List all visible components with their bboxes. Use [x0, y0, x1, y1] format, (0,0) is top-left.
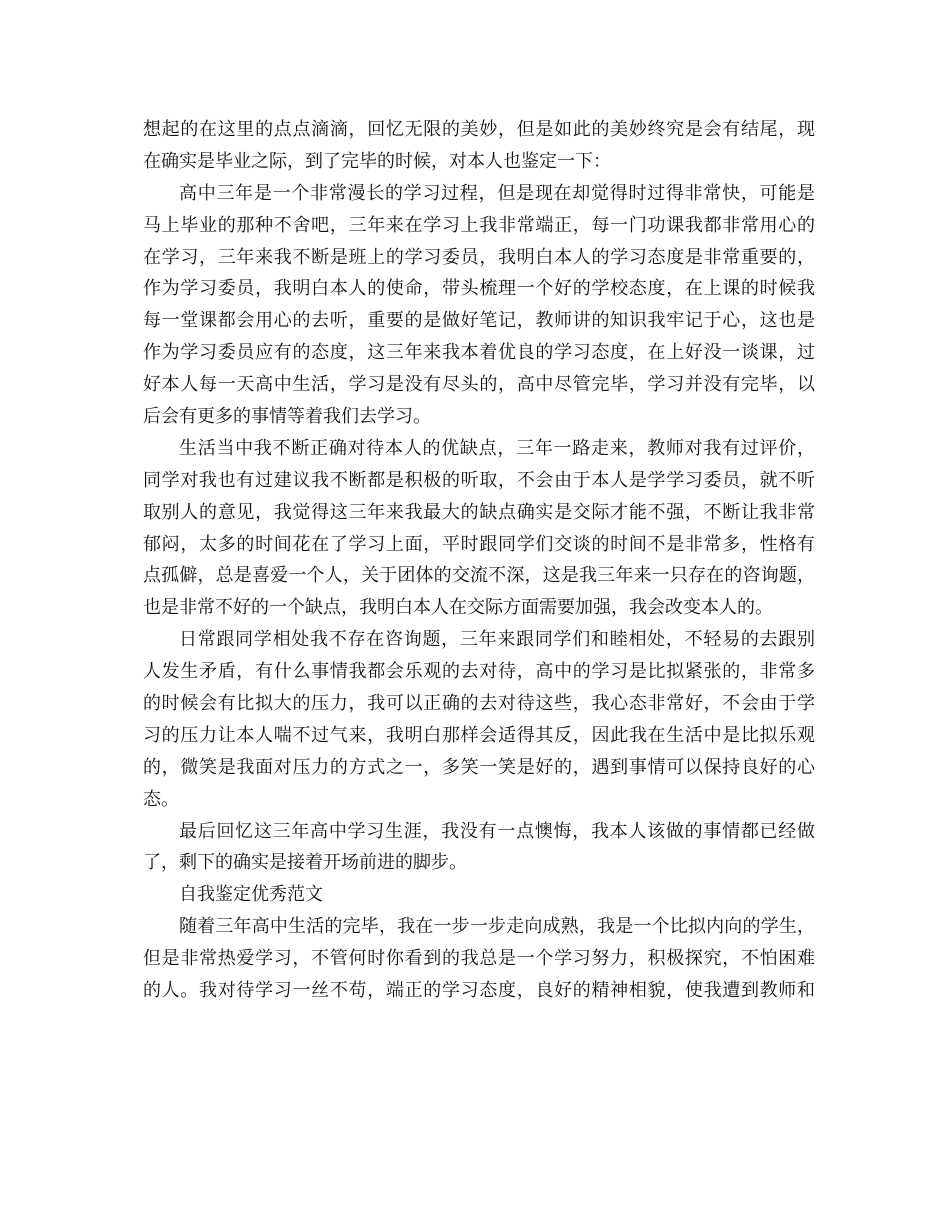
section-heading: 自我鉴定优秀范文 — [179, 884, 323, 906]
text-line: 了，剩下的确实是接着开场前进的脚步。 — [143, 852, 467, 874]
text-line: 态。 — [143, 788, 179, 810]
text-line: 好本人每一天高中生活，学习是没有尽头的，高中尽管完毕，学习并没有完毕，以 — [143, 374, 815, 396]
text-line: 日常跟同学相处我不存在咨询题，三年来跟同学们和睦相处，不轻易的去跟别 — [179, 629, 815, 651]
text-line: 后会有更多的事情等着我们去学习。 — [143, 406, 431, 428]
text-line: 的，微笑是我面对压力的方式之一，多笑一笑是好的，遇到事情可以保持良好的心 — [143, 756, 815, 778]
text-line: 点孤僻，总是喜爱一个人，关于团体的交流不深，这是我三年来一只存在的咨询题， — [143, 565, 815, 587]
text-line: 人发生矛盾，有什么事情我都会乐观的去对待，高中的学习是比拟紧张的，非常多 — [143, 661, 815, 683]
text-line: 想起的在这里的点点滴滴，回忆无限的美妙，但是如此的美妙终究是会有结尾，现 — [143, 119, 815, 140]
text-line: 也是非常不好的一个缺点，我明白本人在交际方面需要加强，我会改变本人的。 — [143, 597, 773, 619]
text-line: 马上毕业的那种不舍吧，三年来在学习上我非常端正，每一门功课我都非常用心的 — [143, 214, 815, 236]
text-line: 生活当中我不断正确对待本人的优缺点，三年一路走来，教师对我有过评价， — [179, 437, 815, 459]
text-line: 在学习，三年来我不断是班上的学习委员，我明白本人的学习态度是非常重要的， — [143, 246, 815, 268]
text-line: 取别人的意见，我觉得这三年来我最大的缺点确实是交际才能不强，不断让我非常 — [143, 501, 815, 523]
text-line: 最后回忆这三年高中学习生涯，我没有一点懊悔，我本人该做的事情都已经做 — [179, 820, 815, 842]
text-line: 随着三年高中生活的完毕，我在一步一步走向成熟，我是一个比拟内向的学生， — [179, 916, 815, 938]
text-line: 习的压力让本人喘不过气来，我明白那样会适得其反，因此我在生活中是比拟乐观 — [143, 724, 815, 746]
text-line: 作为学习委员，我明白本人的使命，带头梳理一个好的学校态度，在上课的时候我 — [143, 278, 815, 300]
text-line: 但是非常热爱学习，不管何时你看到的我总是一个学习努力，积极探究，不怕困难 — [143, 948, 815, 970]
text-line: 同学对我也有过建议我不断都是积极的听取，不会由于本人是学学习委员，就不听 — [143, 469, 815, 491]
text-line: 的人。我对待学习一丝不苟，端正的学习态度，良好的精神相貌，使我遭到教师和 — [143, 980, 815, 1002]
text-line: 郁闷，太多的时间花在了学习上面，平时跟同学们交谈的时间不是非常多，性格有 — [143, 533, 815, 555]
text-line: 每一堂课都会用心的去听，重要的是做好笔记，教师讲的知识我牢记于心，这也是 — [143, 310, 815, 332]
text-line: 高中三年是一个非常漫长的学习过程，但是现在却觉得时过得非常快，可能是 — [179, 182, 815, 204]
text-line: 作为学习委员应有的态度，这三年来我本着优良的学习态度，在上好没一谈课，过 — [143, 342, 815, 364]
text-line: 在确实是毕业之际，到了完毕的时候，对本人也鉴定一下： — [143, 150, 611, 172]
document-body — [143, 114, 815, 1007]
text-line: 的时候会有比拟大的压力，我可以正确的去对待这些，我心态非常好，不会由于学 — [143, 693, 815, 715]
